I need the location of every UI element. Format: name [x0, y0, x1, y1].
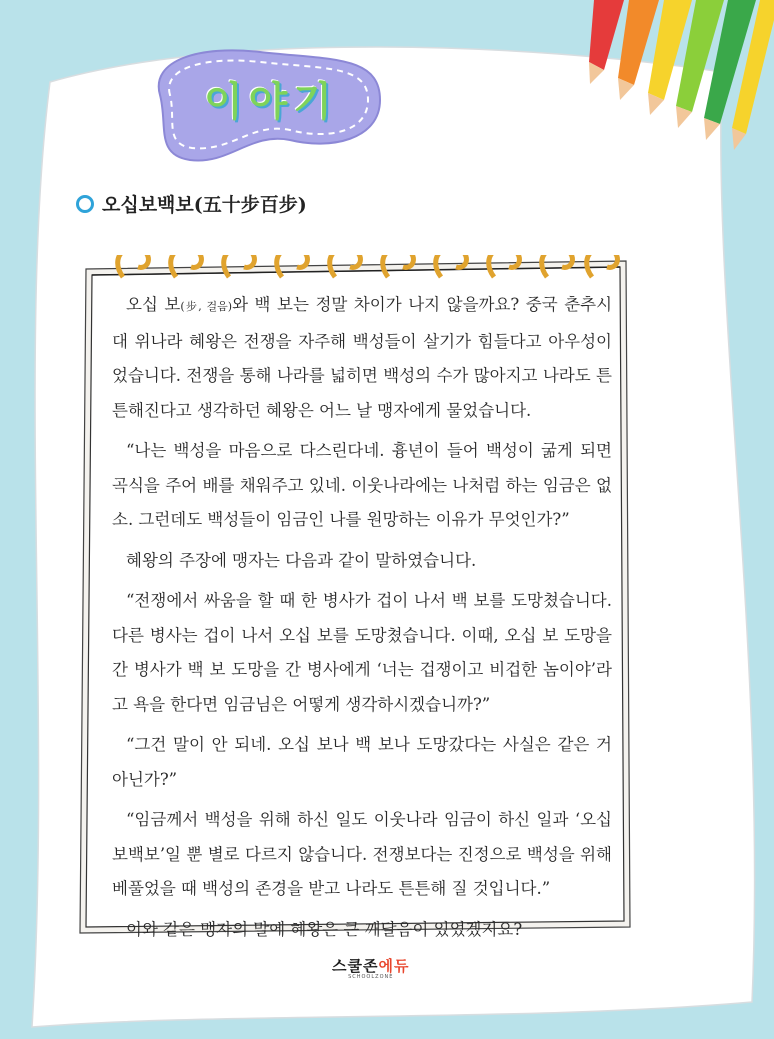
- circle-bullet-icon: [76, 195, 94, 213]
- story-p1-post: 와 백 보는 정말 차이가 나지 않을까요? 중국 춘추시대 위나라 혜왕은 전쟁을 자주해 백성들이 살기가 힘들다고 아우성이었습니다. 전쟁을 통해 나라를 넓히면 백성의 수가 많아지고 나라도 튼튼해진다고 생각하던 혜왕은 어느 날 맹자에게 물었습니다.: [112, 295, 613, 420]
- story-paragraph-2: “나는 백성을 마음으로 다스린다네. 흉년이 들어 백성이 굶게 되면 곡식을 주어 배를 채워주고 있네. 이웃나라에는 나처럼 하는 임금은 없소. 그런데도 백성들이 임금인 나를 원망하는 이유가 무엇인가?”: [112, 441, 612, 529]
- story-body: [112, 288, 612, 953]
- story-paragraph-3: 혜왕의 주장에 맹자는 다음과 같이 말하였습니다.: [126, 550, 477, 570]
- section-title: [76, 190, 307, 217]
- logo-edu: 에듀: [378, 957, 410, 975]
- story-p1-pre: 오십 보: [126, 295, 181, 314]
- story-paragraph-6: “임금께서 백성을 위해 하신 일도 이웃나라 임금이 하신 일과 ‘오십보백보’일 뿐 별로 다르지 않습니다. 전쟁보다는 진정으로 백성을 위해 베풀었을 때 백성의 존경을 받고 나라도 튼튼해 질 것입니다.”: [112, 810, 612, 898]
- logo-sub: SCHOOLZONE: [348, 974, 394, 980]
- story-paragraph-1: [112, 288, 612, 428]
- schoolzone-logo: [332, 955, 409, 980]
- section-title-text: 오십보백보(五十步百步): [102, 194, 307, 216]
- story-paragraph-4: “전쟁에서 싸움을 할 때 한 병사가 겁이 나서 백 보를 도망쳤습니다. 다른 병사는 겁이 나서 오십 보를 도망쳤습니다. 이때, 오십 보 도망을 간 병사가 백 보 도망을 간 병사에게 ‘너는 겁쟁이고 비겁한 놈이야’라고 욕을 한다면 임금님은 어떻게 생각하시겠습니까?”: [112, 591, 612, 714]
- story-p1-note: (步, 걸음): [180, 300, 233, 313]
- logo-brand: 스쿨존: [332, 957, 379, 975]
- badge-title: 이야기: [204, 79, 338, 125]
- story-paragraph-7: 이와 같은 맹자의 말에 혜왕은 큰 깨달음이 있었겠지요?: [126, 919, 523, 939]
- logo-main: [332, 955, 409, 976]
- pencils-decoration: [534, 0, 774, 170]
- story-paragraph-5: “그건 말이 안 되네. 오십 보나 백 보나 도망갔다는 사실은 같은 거 아닌가?”: [112, 735, 612, 789]
